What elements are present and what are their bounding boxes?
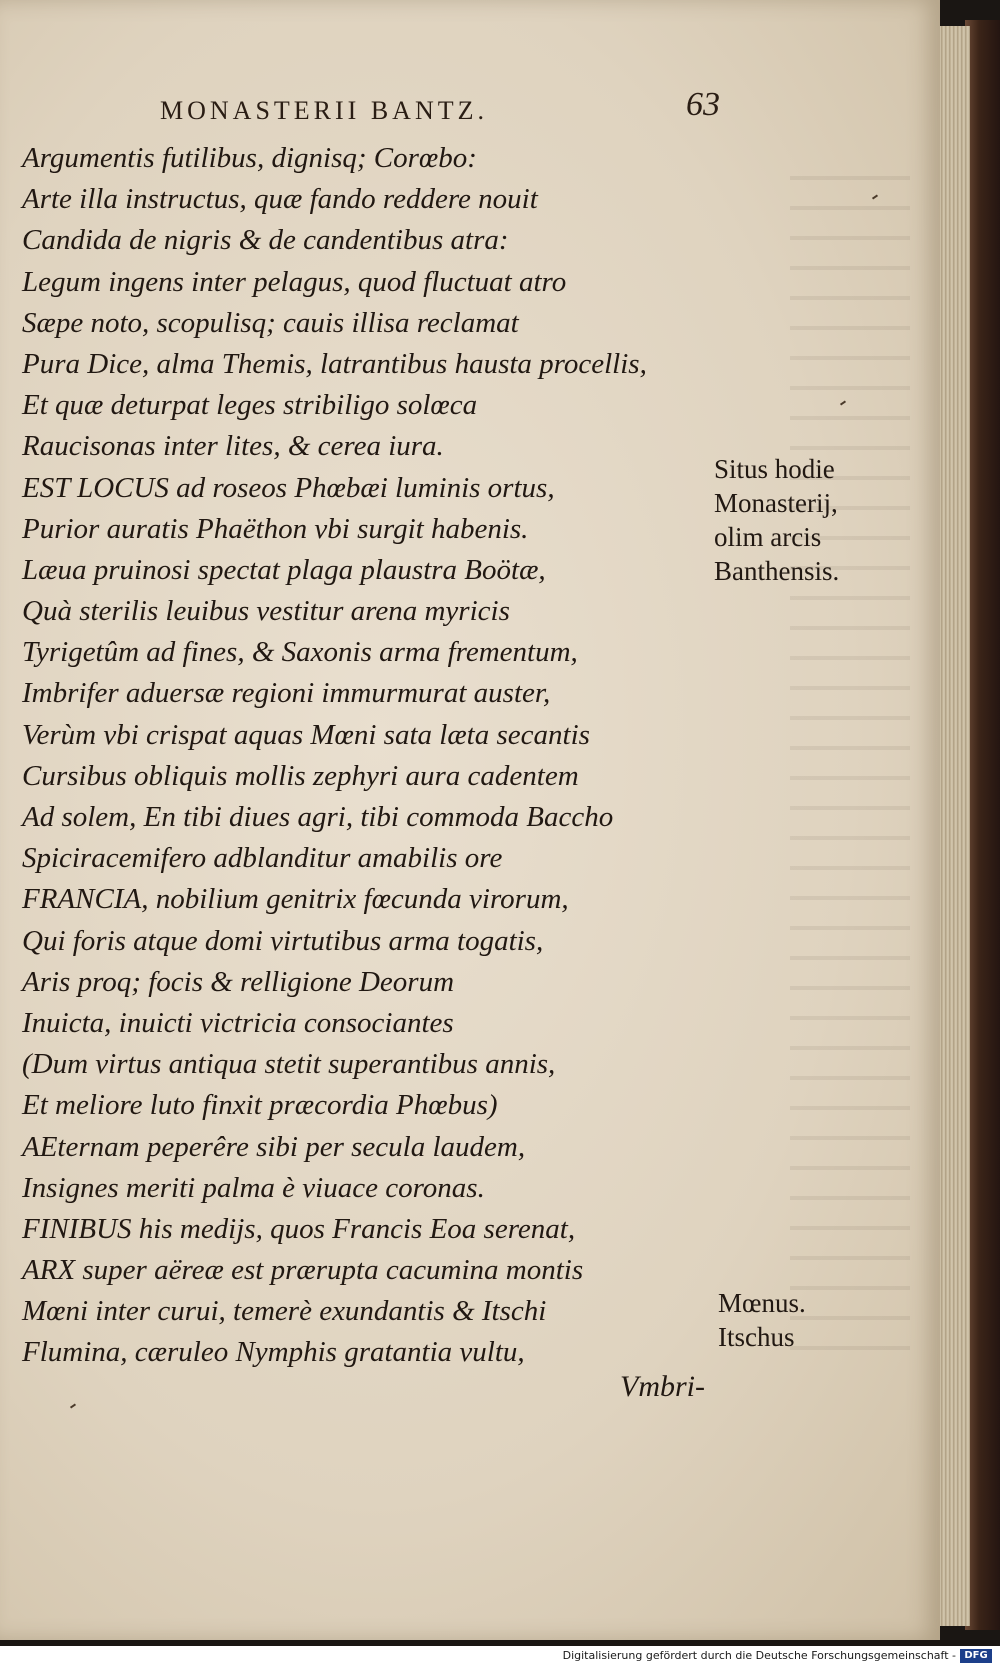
verse-line: Mœni inter curui, temerè exundantis & Itschi (22, 1295, 547, 1328)
book-cover-edge (965, 20, 1000, 1630)
running-head: MONASTERII BANTZ. (160, 96, 488, 125)
verse-line: ARX super aëreæ est prærupta cacumina montis (22, 1254, 584, 1287)
verse-line: FRANCIA, nobilium genitrix fœcunda virorum, (22, 883, 569, 916)
margin-note-moenus: Mœnus. Itschus (718, 1288, 806, 1352)
verse-line: Argumentis futilibus, dignisq; Corœbo: (22, 142, 477, 174)
verse-line: Ad solem, En tibi diues agri, tibi commoda Baccho (22, 801, 614, 833)
footer-credit: Digitalisierung gefördert durch die Deutsche Forschungsgemeinschaft - (562, 1649, 956, 1662)
verse-line: Verùm vbi crispat aquas Mœni sata læta secantis (22, 718, 590, 751)
verse-line: EST LOCUS ad roseos Phœbæi luminis ortus, (22, 471, 555, 504)
page-number: 63 (686, 86, 720, 123)
verse-block (22, 138, 722, 1374)
verse-line: Insignes meriti palma è viuace coronas. (22, 1171, 485, 1204)
verse-line: Arte illa instructus, quæ fando reddere nouit (22, 183, 538, 216)
verse-line: Et meliore luto finxit præcordia Phœbus) (22, 1089, 498, 1122)
catchword: Vmbri- (620, 1370, 705, 1403)
margin-note-situs: Situs hodie Monasterij, olim arcis Banthensis. (714, 454, 840, 586)
verse-line: Qui foris atque domi virtutibus arma togatis, (22, 924, 544, 957)
verse-line: Legum ingens inter pelagus, quod fluctuat atro (22, 265, 567, 298)
verse-line: Aris proq; focis & relligione Deorum (22, 965, 455, 998)
verse-line: (Dum virtus antiqua stetit superantibus annis, (22, 1048, 556, 1081)
verse-line: Sæpe noto, scopulisq; cauis illisa reclamat (22, 306, 519, 339)
show-through-text (790, 150, 910, 1350)
verse-line: Purior auratis Phaëthon vbi surgit habenis. (22, 512, 529, 545)
verse-line: Candida de nigris & de candentibus atra: (22, 224, 509, 257)
verse-line: Spiciracemifero adblanditur amabilis ore (22, 842, 503, 875)
verse-line: Inuicta, inuicti victricia consociantes (22, 1006, 454, 1039)
dfg-logo: DFG (960, 1649, 992, 1663)
verse-line: Imbrifer aduersæ regioni immurmurat auster, (22, 677, 551, 710)
verse-line: Tyrigetûm ad fines, & Saxonis arma frementum, (22, 636, 578, 669)
verse-line: FINIBUS his medijs, quos Francis Eoa serenat, (22, 1212, 576, 1245)
verse-line: Pura Dice, alma Themis, latrantibus hausta procellis, (22, 347, 647, 380)
verse-line: AEternam peperêre sibi per secula laudem, (22, 1130, 526, 1163)
verse-line: Flumina, cæruleo Nymphis gratantia vultu, (22, 1336, 525, 1369)
verse-line: Læua pruinosi spectat plaga plaustra Boötæ, (22, 553, 546, 586)
verse-line: Quà sterilis leuibus vestitur arena myricis (22, 595, 510, 628)
digitization-footer (0, 1646, 1000, 1668)
verse-line: Cursibus obliquis mollis zephyri aura cadentem (22, 759, 579, 792)
stray-mark (70, 1403, 76, 1408)
verse-line: Raucisonas inter lites, & cerea iura. (22, 430, 444, 463)
verse-line: Et quæ deturpat leges stribiligo solœca (22, 389, 478, 422)
